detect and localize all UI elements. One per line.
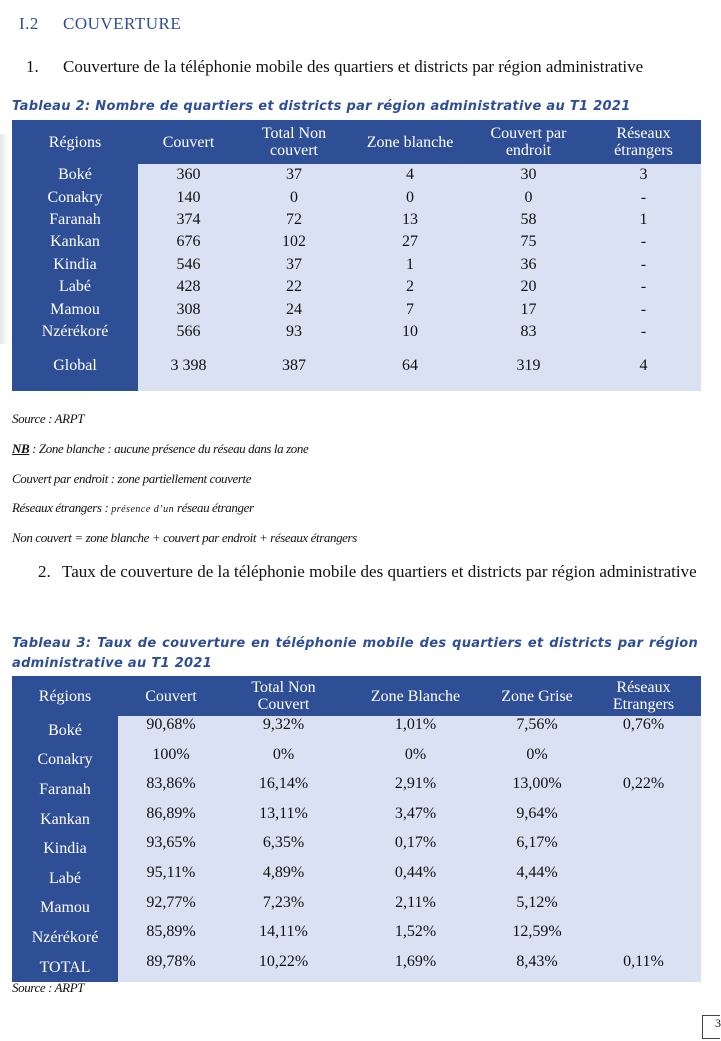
table-3-header-row: [12, 676, 701, 716]
table-2-cell: 27: [349, 231, 471, 253]
note-nb-text: : Zone blanche : aucune présence du réseau dans la zone: [29, 441, 309, 456]
table-3-region-cell: Kankan: [12, 805, 118, 835]
table-3-cell: 95,11%: [118, 864, 224, 894]
table-3-cell: 10,22%: [224, 953, 343, 983]
table-3-cell: [586, 894, 701, 924]
table-3-region-cell: Boké: [12, 716, 118, 746]
table-2-cell: 1: [586, 209, 701, 231]
table-2-region-cell: Conakry: [12, 186, 138, 208]
table-3-row: [12, 864, 701, 894]
table-3-region-cell: TOTAL: [12, 953, 118, 983]
table-2-cell: 83: [471, 321, 586, 343]
note-reseaux-etrangers: [12, 500, 254, 516]
table-3-cell: 92,77%: [118, 894, 224, 924]
table-3-cell: 86,89%: [118, 805, 224, 835]
table-3-cell: [586, 864, 701, 894]
table-3-row: [12, 834, 701, 864]
table-3-cell: 1,01%: [343, 716, 488, 746]
table-3-cell: 89,78%: [118, 953, 224, 983]
table-2-cell: [239, 343, 349, 353]
table-3-cell: 13,11%: [224, 805, 343, 835]
table-2-cell: 319: [471, 353, 586, 391]
subsection-2-heading: [40, 562, 700, 582]
table-2-cell: 17: [471, 298, 586, 320]
table-3-cell: 0,22%: [586, 775, 701, 805]
table-3-caption-line-1: Tableau 3: Taux de couverture en téléphonie mobile des quartiers et districts par région: [12, 636, 698, 651]
table-2: [12, 120, 701, 391]
table-3-cell: 83,86%: [118, 775, 224, 805]
table-3-cell: 4,44%: [488, 864, 586, 894]
table-2-cell: 30: [471, 164, 586, 186]
table-2-cell: -: [586, 231, 701, 253]
table-3-caption-line-2: administrative au T1 2021: [12, 656, 213, 671]
table-2-cell: 10: [349, 321, 471, 343]
table-2-cell: 1: [349, 254, 471, 276]
table-2-cell: 102: [239, 231, 349, 253]
table-2-region-cell: Labé: [12, 276, 138, 298]
table-3-cell: [586, 746, 701, 776]
table-2-region-cell: Kindia: [12, 254, 138, 276]
table-2-cell: [349, 343, 471, 353]
table-3-cell: [586, 923, 701, 953]
table-3-cell: [586, 805, 701, 835]
table-2-row: [12, 276, 701, 298]
table-2-cell: 546: [138, 254, 239, 276]
table-2-cell: 37: [239, 164, 349, 186]
table-2-cell: 36: [471, 254, 586, 276]
subsection-1-text: Couverture de la téléphonie mobile des quartiers et districts par région administrative: [63, 57, 644, 76]
subsection-1-heading: [26, 57, 643, 77]
table-3-row: [12, 953, 701, 983]
table-3-row: [12, 775, 701, 805]
table-2-source: Source : ARPT: [12, 411, 85, 426]
table-2-row: [12, 353, 701, 391]
note-non-couvert: Non couvert = zone blanche + couvert par endroit + réseaux étrangers: [12, 530, 357, 545]
table-2-header-row: [12, 120, 701, 164]
section-number: I.2: [19, 14, 39, 33]
table-3-source: Source : ARPT: [12, 980, 85, 995]
table-3-cell: 6,35%: [224, 834, 343, 864]
table-3-row: [12, 894, 701, 924]
table-2-row: [12, 231, 701, 253]
table-2-cell: 0: [349, 186, 471, 208]
table-3-cell: 0,11%: [586, 953, 701, 983]
table-2-header-cell: Couvert: [138, 120, 239, 164]
table-2-cell: 64: [349, 353, 471, 391]
table-3-cell: 2,11%: [343, 894, 488, 924]
table-2-cell: 360: [138, 164, 239, 186]
table-3-cell: 14,11%: [224, 923, 343, 953]
table-3-cell: 3,47%: [343, 805, 488, 835]
table-2-cell: 140: [138, 186, 239, 208]
table-2-region-cell: Nzérékoré: [12, 321, 138, 343]
table-3-cell: 85,89%: [118, 923, 224, 953]
table-3-cell: 90,68%: [118, 716, 224, 746]
table-3-cell: 0%: [224, 746, 343, 776]
table-2-region-cell: Global: [12, 353, 138, 391]
table-3-cell: [586, 834, 701, 864]
table-2-cell: 3: [586, 164, 701, 186]
note-reseaux-label: Réseaux étrangers :: [12, 500, 112, 515]
table-3-cell: 4,89%: [224, 864, 343, 894]
table-3-cell: 7,56%: [488, 716, 586, 746]
note-zone-blanche: [12, 441, 308, 457]
table-2-cell: 676: [138, 231, 239, 253]
table-2-region-cell: Boké: [12, 164, 138, 186]
table-2-cell: 13: [349, 209, 471, 231]
table-2-cell: -: [586, 298, 701, 320]
table-3-cell: 0,44%: [343, 864, 488, 894]
table-2-region-cell: Faranah: [12, 209, 138, 231]
table-2-cell: 4: [349, 164, 471, 186]
note-nb-label: NB: [12, 441, 30, 456]
table-3-cell: 12,59%: [488, 923, 586, 953]
subsection-2-text: Taux de couverture de la téléphonie mobile des quartiers et districts par région administrative: [62, 562, 697, 581]
table-2-cell: -: [586, 186, 701, 208]
table-2-cell: 428: [138, 276, 239, 298]
table-3-region-cell: Faranah: [12, 775, 118, 805]
table-2-header-cell: Réseaux étrangers: [586, 120, 701, 164]
table-3-header-cell: Total Non Couvert: [224, 676, 343, 716]
table-2-cell: 93: [239, 321, 349, 343]
table-2-cell: 2: [349, 276, 471, 298]
table-3-cell: 0,17%: [343, 834, 488, 864]
table-2-row: [12, 321, 701, 343]
table-2-cell: 4: [586, 353, 701, 391]
section-heading: [19, 14, 181, 34]
table-2-row: [12, 343, 701, 353]
table-2-cell: 374: [138, 209, 239, 231]
table-3-header-cell: Zone Grise: [488, 676, 586, 716]
table-2-cell: 387: [239, 353, 349, 391]
note-reseaux-rest: réseau étranger: [174, 500, 254, 515]
table-2-caption: Tableau 2: Nombre de quartiers et districts par région administrative au T1 2021: [12, 99, 631, 114]
table-3-cell: 5,12%: [488, 894, 586, 924]
table-3-region-cell: Nzérékoré: [12, 923, 118, 953]
table-3-cell: 100%: [118, 746, 224, 776]
table-3-cell: 1,52%: [343, 923, 488, 953]
note-couvert-par-endroit: Couvert par endroit : zone partiellement couverte: [12, 471, 252, 486]
table-3-cell: 16,14%: [224, 775, 343, 805]
table-2-region-cell: [12, 343, 138, 353]
table-2-row: [12, 254, 701, 276]
table-3-cell: 9,64%: [488, 805, 586, 835]
table-2-cell: -: [586, 254, 701, 276]
table-2-cell: [471, 343, 586, 353]
subsection-1-number: 1.: [26, 57, 39, 76]
table-2-cell: 7: [349, 298, 471, 320]
table-2-cell: [586, 343, 701, 353]
table-2-region-cell: Mamou: [12, 298, 138, 320]
table-3-header-cell: Régions: [12, 676, 118, 716]
table-2-cell: -: [586, 276, 701, 298]
table-3-cell: 6,17%: [488, 834, 586, 864]
table-2-cell: 566: [138, 321, 239, 343]
table-3-cell: 2,91%: [343, 775, 488, 805]
note-reseaux-small: présence d’un: [111, 504, 175, 515]
table-2-region-cell: Kankan: [12, 231, 138, 253]
table-2-row: [12, 298, 701, 320]
table-2-cell: 0: [239, 186, 349, 208]
table-3-cell: 9,32%: [224, 716, 343, 746]
table-3-header-cell: Zone Blanche: [343, 676, 488, 716]
table-3-cell: 93,65%: [118, 834, 224, 864]
table-3-cell: 0%: [343, 746, 488, 776]
page-number: 3: [702, 1015, 720, 1039]
table-2-cell: 58: [471, 209, 586, 231]
subsection-2-number: 2.: [38, 562, 51, 581]
table-2-cell: 75: [471, 231, 586, 253]
table-2-row: [12, 209, 701, 231]
margin-shadow: [0, 134, 8, 344]
table-3-region-cell: Conakry: [12, 746, 118, 776]
table-3-cell: 0,76%: [586, 716, 701, 746]
table-2-cell: -: [586, 321, 701, 343]
table-2-row: [12, 164, 701, 186]
table-3-row: [12, 805, 701, 835]
table-2-cell: 308: [138, 298, 239, 320]
table-2-cell: 22: [239, 276, 349, 298]
table-2-cell: 37: [239, 254, 349, 276]
section-title: COUVERTURE: [63, 14, 182, 33]
table-3: [12, 676, 701, 982]
table-3-cell: 8,43%: [488, 953, 586, 983]
table-3-row: [12, 746, 701, 776]
table-2-header-cell: Total Non couvert: [239, 120, 349, 164]
table-2-row: [12, 186, 701, 208]
table-2-cell: 0: [471, 186, 586, 208]
table-2-cell: 20: [471, 276, 586, 298]
table-3-cell: 0%: [488, 746, 586, 776]
table-2-cell: [138, 343, 239, 353]
table-2-header-cell: Zone blanche: [349, 120, 471, 164]
table-2-cell: 3 398: [138, 353, 239, 391]
table-2-cell: 72: [239, 209, 349, 231]
table-3-region-cell: Kindia: [12, 834, 118, 864]
table-2-header-cell: Couvert par endroit: [471, 120, 586, 164]
table-3-cell: 1,69%: [343, 953, 488, 983]
table-3-cell: 7,23%: [224, 894, 343, 924]
table-2-cell: 24: [239, 298, 349, 320]
table-3-region-cell: Mamou: [12, 894, 118, 924]
table-3-row: [12, 923, 701, 953]
table-3-header-cell: Réseaux Etrangers: [586, 676, 701, 716]
table-3-row: [12, 716, 701, 746]
table-2-header-cell: Régions: [12, 120, 138, 164]
table-3-region-cell: Labé: [12, 864, 118, 894]
table-3-cell: 13,00%: [488, 775, 586, 805]
table-3-header-cell: Couvert: [118, 676, 224, 716]
